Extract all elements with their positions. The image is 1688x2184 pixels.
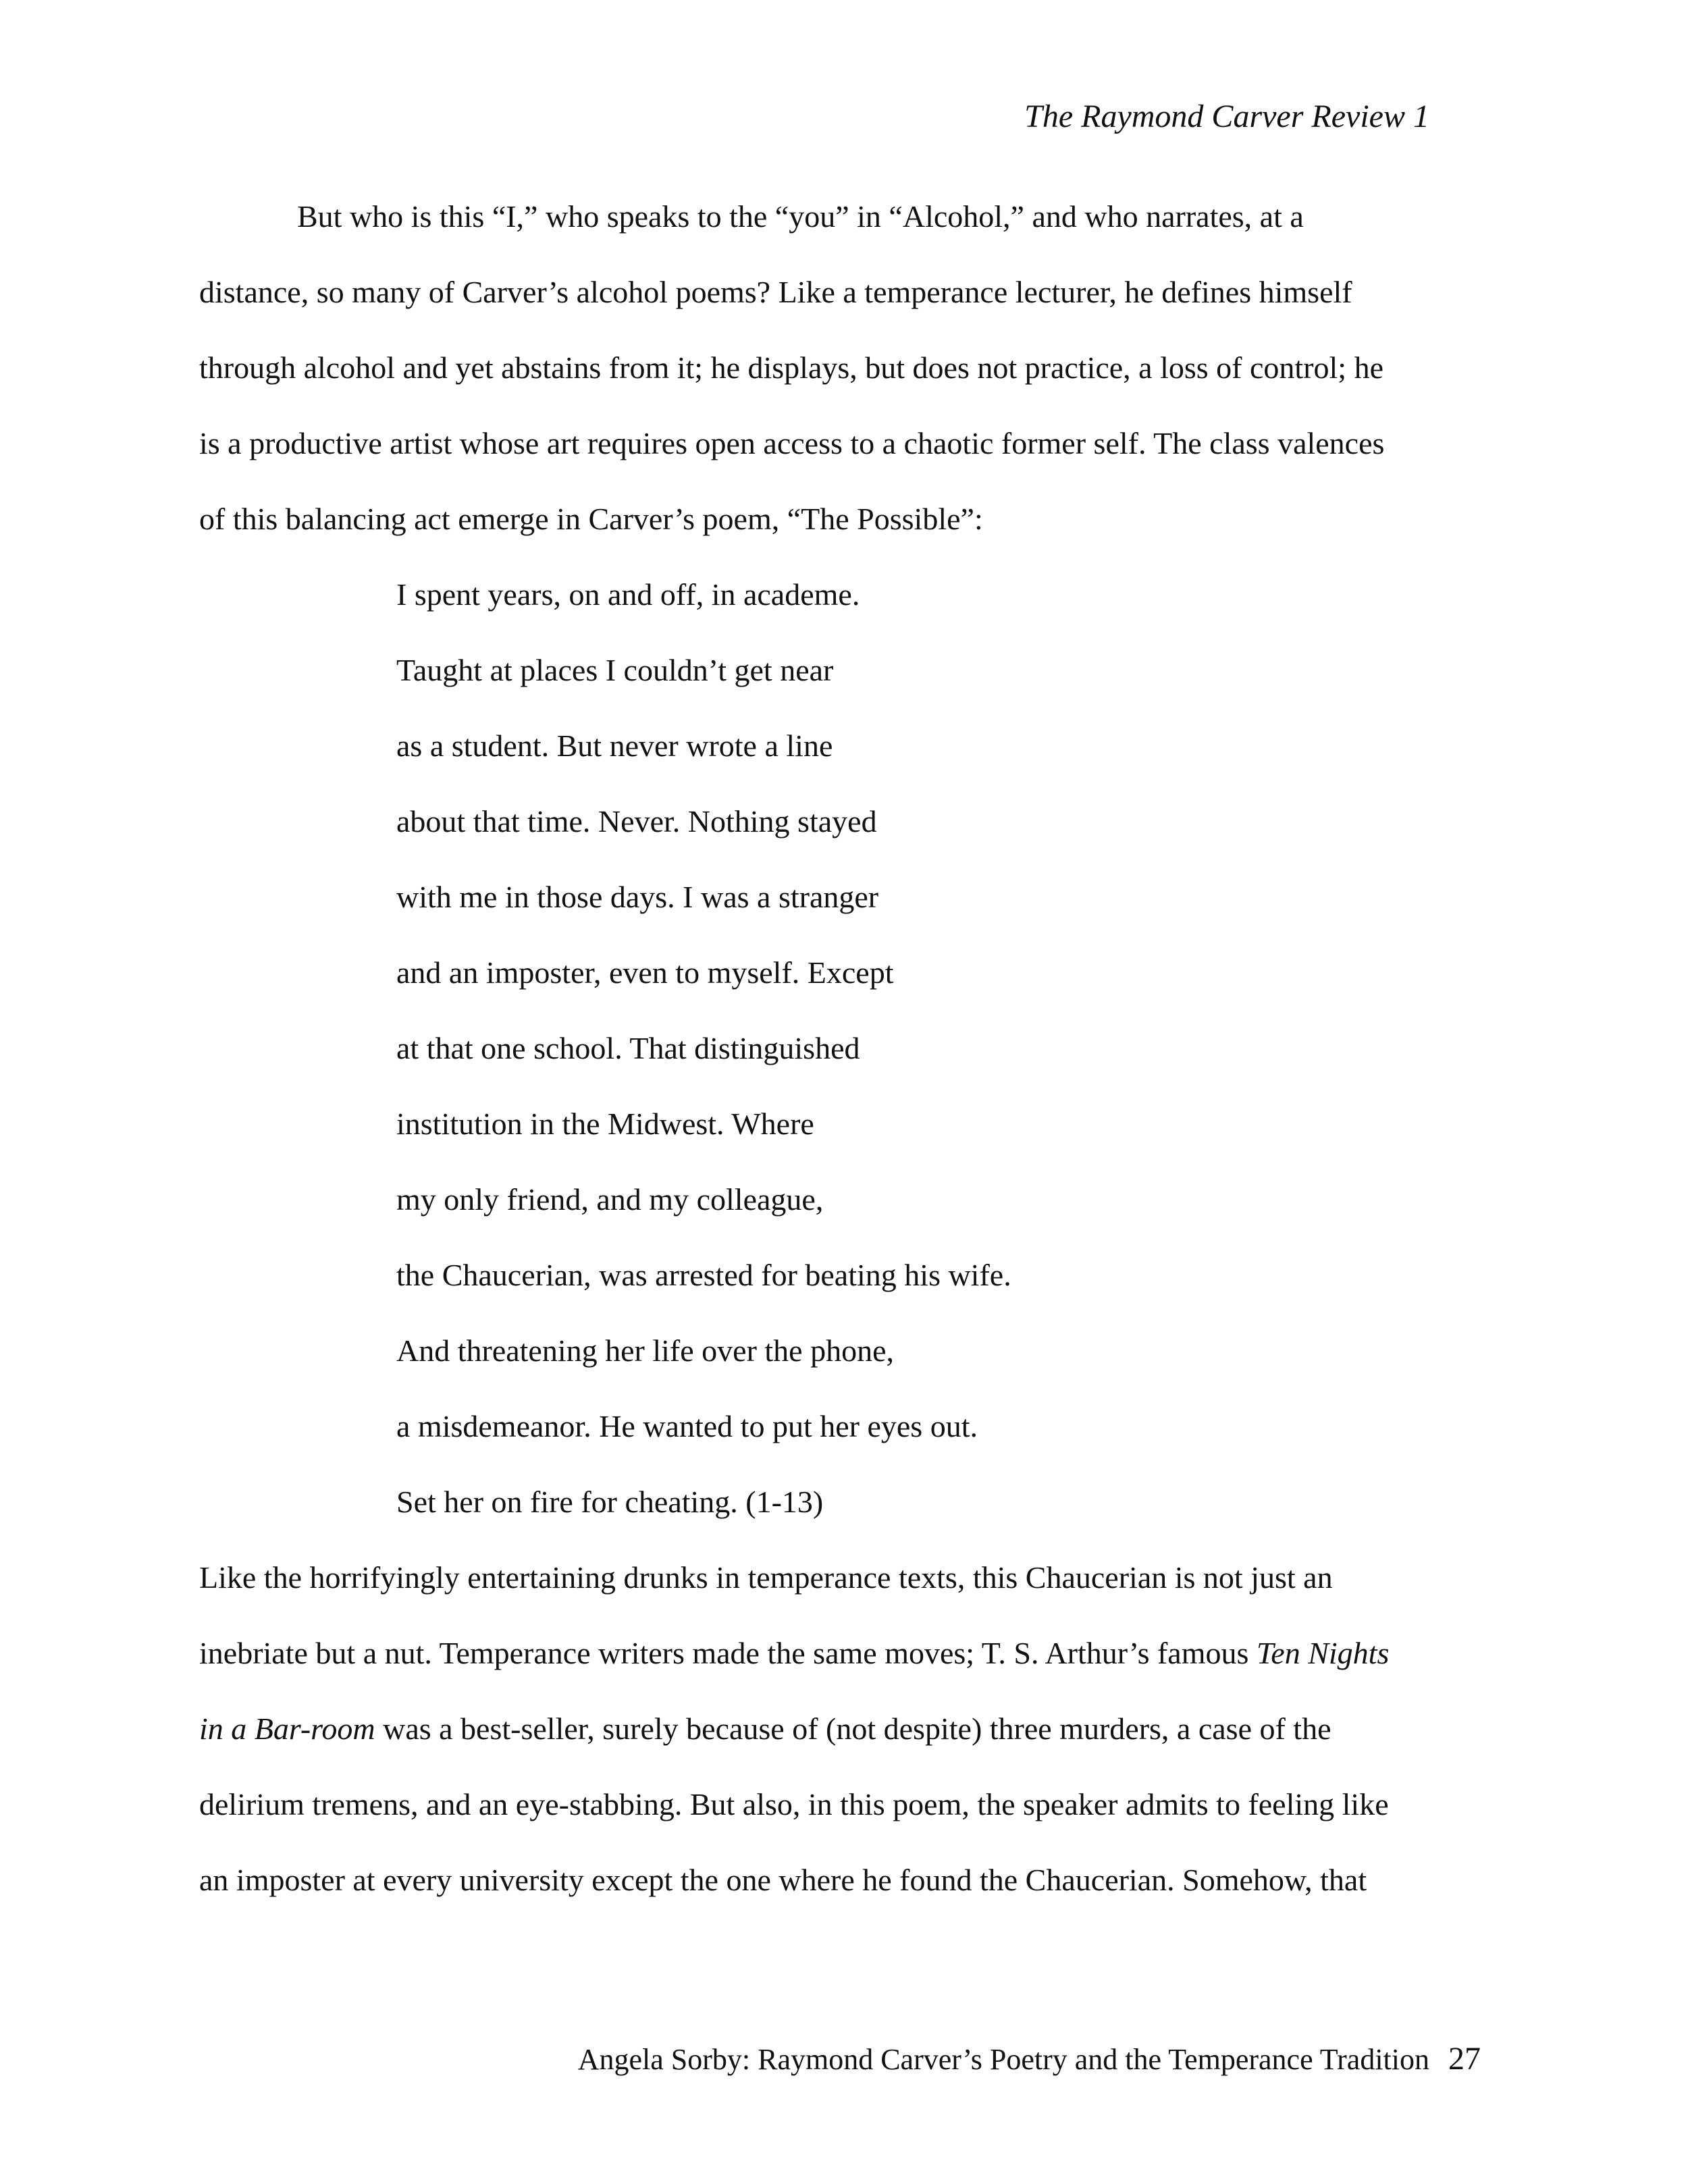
poem-line: institution in the Midwest. Where (396, 1107, 814, 1141)
poem-line: And threatening her life over the phone, (396, 1333, 895, 1368)
paragraph-text: inebriate but a nut. Temperance writers made the same moves; T. S. Arthur’s famous (199, 1636, 1257, 1670)
poem-line: at that one school. That distinguished (396, 1031, 860, 1065)
page-footer (578, 2039, 1481, 2080)
paragraph-text: was a best-seller, surely because of (not despite) three murders, a case of the (375, 1711, 1331, 1746)
paragraph-line: through alcohol and yet abstains from it; he displays, but does not practice, a loss of control; he (199, 350, 1383, 385)
paragraph-line: is a productive artist whose art requires open access to a chaotic former self. The class valences (199, 426, 1385, 460)
poem-line: the Chaucerian, was arrested for beating his wife. (396, 1258, 1011, 1292)
poem-line: I spent years, on and off, in academe. (396, 577, 860, 612)
paragraph-line: delirium tremens, and an eye-stabbing. But also, in this poem, the speaker admits to feeling like (199, 1787, 1389, 1821)
paragraph-line: an imposter at every university except the one where he found the Chaucerian. Somehow, that (199, 1863, 1367, 1897)
page-number: 27 (1448, 2041, 1481, 2077)
book-title-italic: Ten Nights (1256, 1636, 1390, 1670)
paragraph-line (199, 1633, 1389, 1674)
paragraph-line: distance, so many of Carver’s alcohol poems? Like a temperance lecturer, he defines himself (199, 275, 1352, 309)
poem-line: Taught at places I couldn’t get near (396, 653, 834, 687)
poem-line: and an imposter, even to myself. Except (396, 955, 894, 990)
paragraph-line (199, 1709, 1331, 1749)
poem-line: about that time. Never. Nothing stayed (396, 804, 877, 838)
book-title-italic: in a Bar-room (199, 1711, 375, 1746)
running-head: The Raymond Carver Review 1 (1024, 99, 1429, 134)
paragraph-line: But who is this “I,” who speaks to the “you” in “Alcohol,” and who narrates, at a (297, 199, 1304, 234)
poem-line: as a student. But never wrote a line (396, 728, 833, 763)
poem-line: a misdemeanor. He wanted to put her eyes out. (396, 1409, 978, 1443)
poem-line: with me in those days. I was a stranger (396, 880, 879, 914)
poem-line: Set her on fire for cheating. (1-13) (396, 1485, 824, 1519)
footer-citation: Angela Sorby: Raymond Carver’s Poetry and the Temperance Tradition (577, 2043, 1429, 2076)
paragraph-line: Like the horrifyingly entertaining drunks in temperance texts, this Chaucerian is not just an (199, 1560, 1333, 1595)
paragraph-line: of this balancing act emerge in Carver’s poem, “The Possible”: (199, 502, 983, 536)
poem-line: my only friend, and my colleague, (396, 1182, 824, 1217)
